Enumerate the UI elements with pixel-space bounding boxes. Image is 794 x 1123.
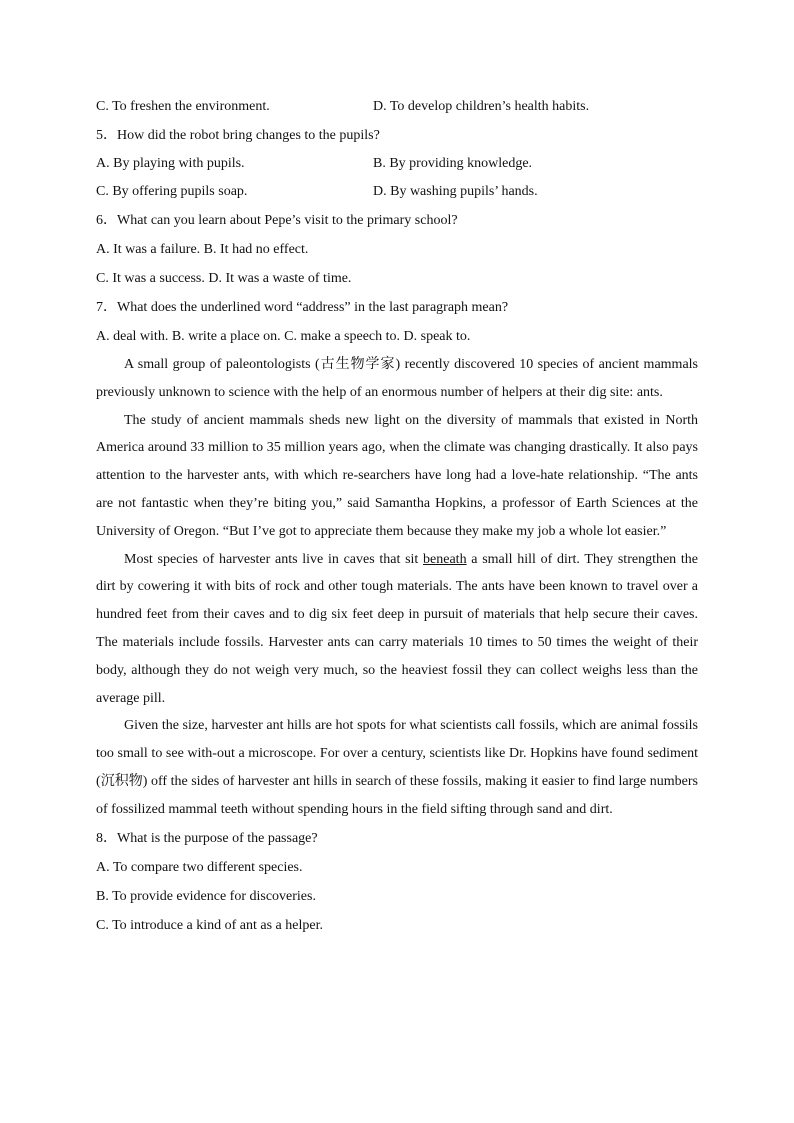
q6-stem: 6．What can you learn about Pepe’s visit to the primary school?: [96, 213, 458, 228]
q4-option-d[interactable]: D. To develop children’s health habits.: [373, 99, 590, 114]
q5-options-row-1: [96, 150, 698, 177]
passage-paragraph-1: [96, 351, 698, 407]
passage-p3-text-after: a small hill of dirt. They strengthen the dirt by cowering it with bits of rock and other tough materials. The ants have been known to travel over a hundred feet from their caves and to dig six feet deep in pursuit of materials that help secure their caves. The materials include fossils. Harvester ants can carry materials 10 times to 50 times the weight of their body, although they do not weigh very much, so the heaviest fossil they can collect weighs less than the average pill.: [96, 551, 698, 706]
passage-p2-text: The study of ancient mammals sheds new light on the diversity of mammals that existed in North America around 33 million to 35 million years ago, when the climate was changing drastically. It also pays attention to the harvester ants, with which re-searchers have long had a love-hate relationship. “The ants are not fantastic when they’re biting you,” said Samantha Hopkins, a professor of Earth Sciences at the University of Oregon. “But I’ve got to appreciate them because they make my job a whole lot easier.”: [96, 412, 698, 539]
q6-options-cd[interactable]: C. It was a success. D. It was a waste of time.: [96, 271, 352, 286]
q7-options[interactable]: A. deal with. B. write a place on. C. make a speech to. D. speak to.: [96, 329, 471, 344]
passage-paragraph-4: [96, 712, 698, 823]
q5-option-b[interactable]: B. By providing knowledge.: [373, 156, 533, 171]
q5-options-row-2: [96, 177, 698, 206]
q8-stem: 8．What is the purpose of the passage?: [96, 830, 318, 846]
q8-option-a[interactable]: A. To compare two different species.: [96, 859, 303, 875]
q5-option-d[interactable]: D. By washing pupils’ hands.: [373, 184, 538, 199]
document-page: [96, 92, 698, 940]
q5-option-c[interactable]: C. By offering pupils soap.: [96, 184, 248, 199]
q7-stem: 7．What does the underlined word “address” in the last paragraph mean?: [96, 300, 509, 315]
q8-option-b[interactable]: B. To provide evidence for discoveries.: [96, 888, 316, 904]
passage-paragraph-2: [96, 407, 698, 546]
passage-p4-text: Given the size, harvester ant hills are hot spots for what scientists call fossils, which are animal fossils too small to see with-out a microscope. For over a century, scientists like Dr. Hopkins have found sediment (沉积物) off the sides of harvester ant hills in search of these fossils, making it easier to find large numbers of fossilized mammal teeth without spending hours in the field sifting through sand and dirt.: [96, 718, 698, 817]
passage-p3-text-before: Most species of harvester ants live in caves that sit: [124, 551, 424, 567]
underlined-word: beneath: [423, 551, 467, 567]
q5-option-a[interactable]: A. By playing with pupils.: [96, 156, 245, 171]
q5-stem: 5．How did the robot bring changes to the pupils?: [96, 128, 380, 143]
q4-option-c[interactable]: C. To freshen the environment.: [96, 99, 270, 114]
q4-options-row: [96, 92, 698, 121]
q6-options-ab[interactable]: A. It was a failure. B. It had no effect.: [96, 242, 309, 257]
q8-option-c[interactable]: C. To introduce a kind of ant as a helper.: [96, 917, 323, 933]
passage-p1-text: A small group of paleontologists (古生物学家) recently discovered 10 species of ancient mammals previously unknown to science with the help of an enormous number of helpers at their dig site: ants.: [96, 357, 698, 400]
passage-paragraph-3: [96, 546, 698, 713]
